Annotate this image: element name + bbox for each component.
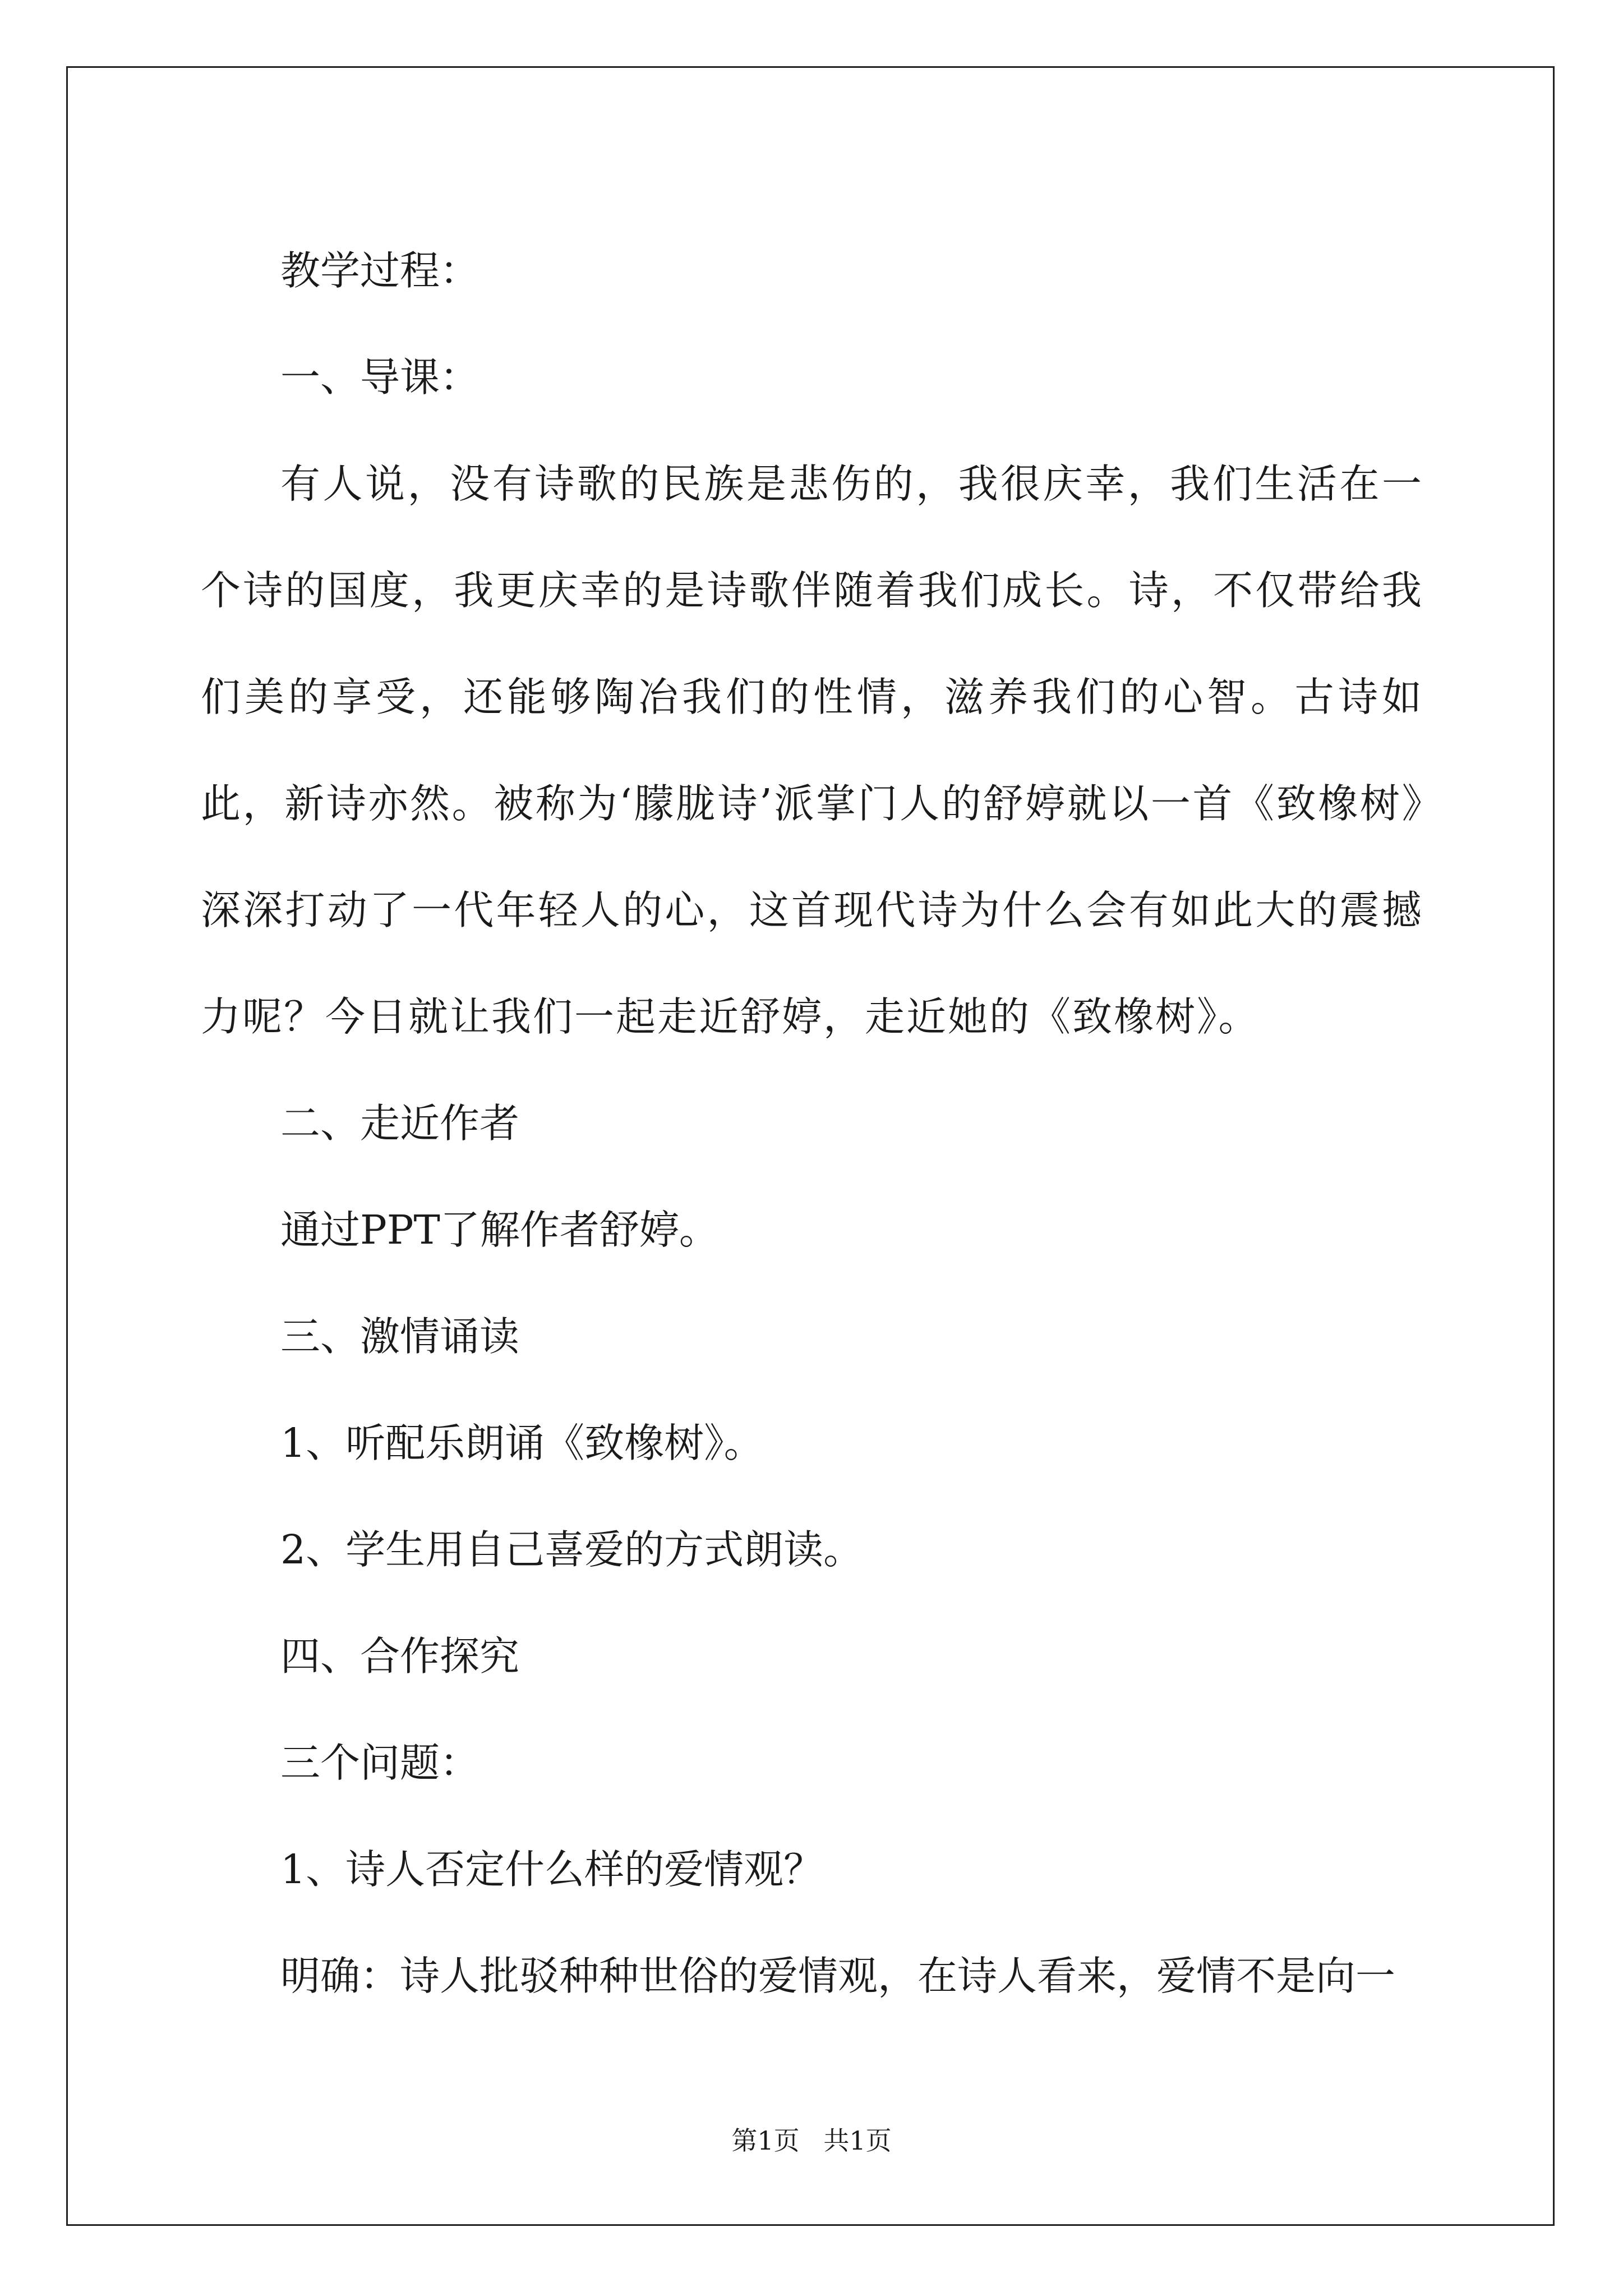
list-item: 2、学生用自己喜爱的方式朗读。 [280, 1526, 864, 1573]
questions-heading: 三个问题： [280, 1740, 480, 1786]
section-heading-author: 二、走近作者 [280, 1100, 520, 1147]
list-item: 1、诗人否定什么样的爱情观？ [280, 1846, 824, 1893]
list-item: 1、听配乐朗诵《致橡树》。 [280, 1420, 764, 1466]
section-heading-intro: 一、导课： [280, 354, 480, 401]
page-number-total: 共1页 [823, 2125, 892, 2156]
document-body [201, 218, 1423, 2030]
page-footer [0, 2120, 1623, 2157]
intro-paragraph: 有人说，没有诗歌的民族是悲伤的，我很庆幸，我们生活在一个诗的国度，我更庆幸的是诗歌伴随着我们成长。诗，不仅带给我们美的享受，还能够陶冶我们的性情，滋养我们的心智。古诗如此，新诗亦然。被称为‘朦胧诗’派掌门人的舒婷就以一首《致橡树》深深打动了一代年轻人的心，这首现代诗为什么会有如此大的震撼力呢？今日就让我们一起走近舒婷，走近她的《致橡树》。 [201, 461, 1423, 1040]
answer-paragraph: 明确：诗人批驳种种世俗的爱情观，在诗人看来，爱情不是向一 [280, 1953, 1396, 1999]
page-number-current: 第1页 [731, 2125, 800, 2156]
section-heading-reading: 三、激情诵读 [280, 1313, 520, 1360]
heading-teaching-process: 教学过程： [280, 247, 480, 294]
section-heading-inquiry: 四、合作探究 [280, 1633, 520, 1680]
author-paragraph: 通过PPT了解作者舒婷。 [280, 1207, 719, 1253]
